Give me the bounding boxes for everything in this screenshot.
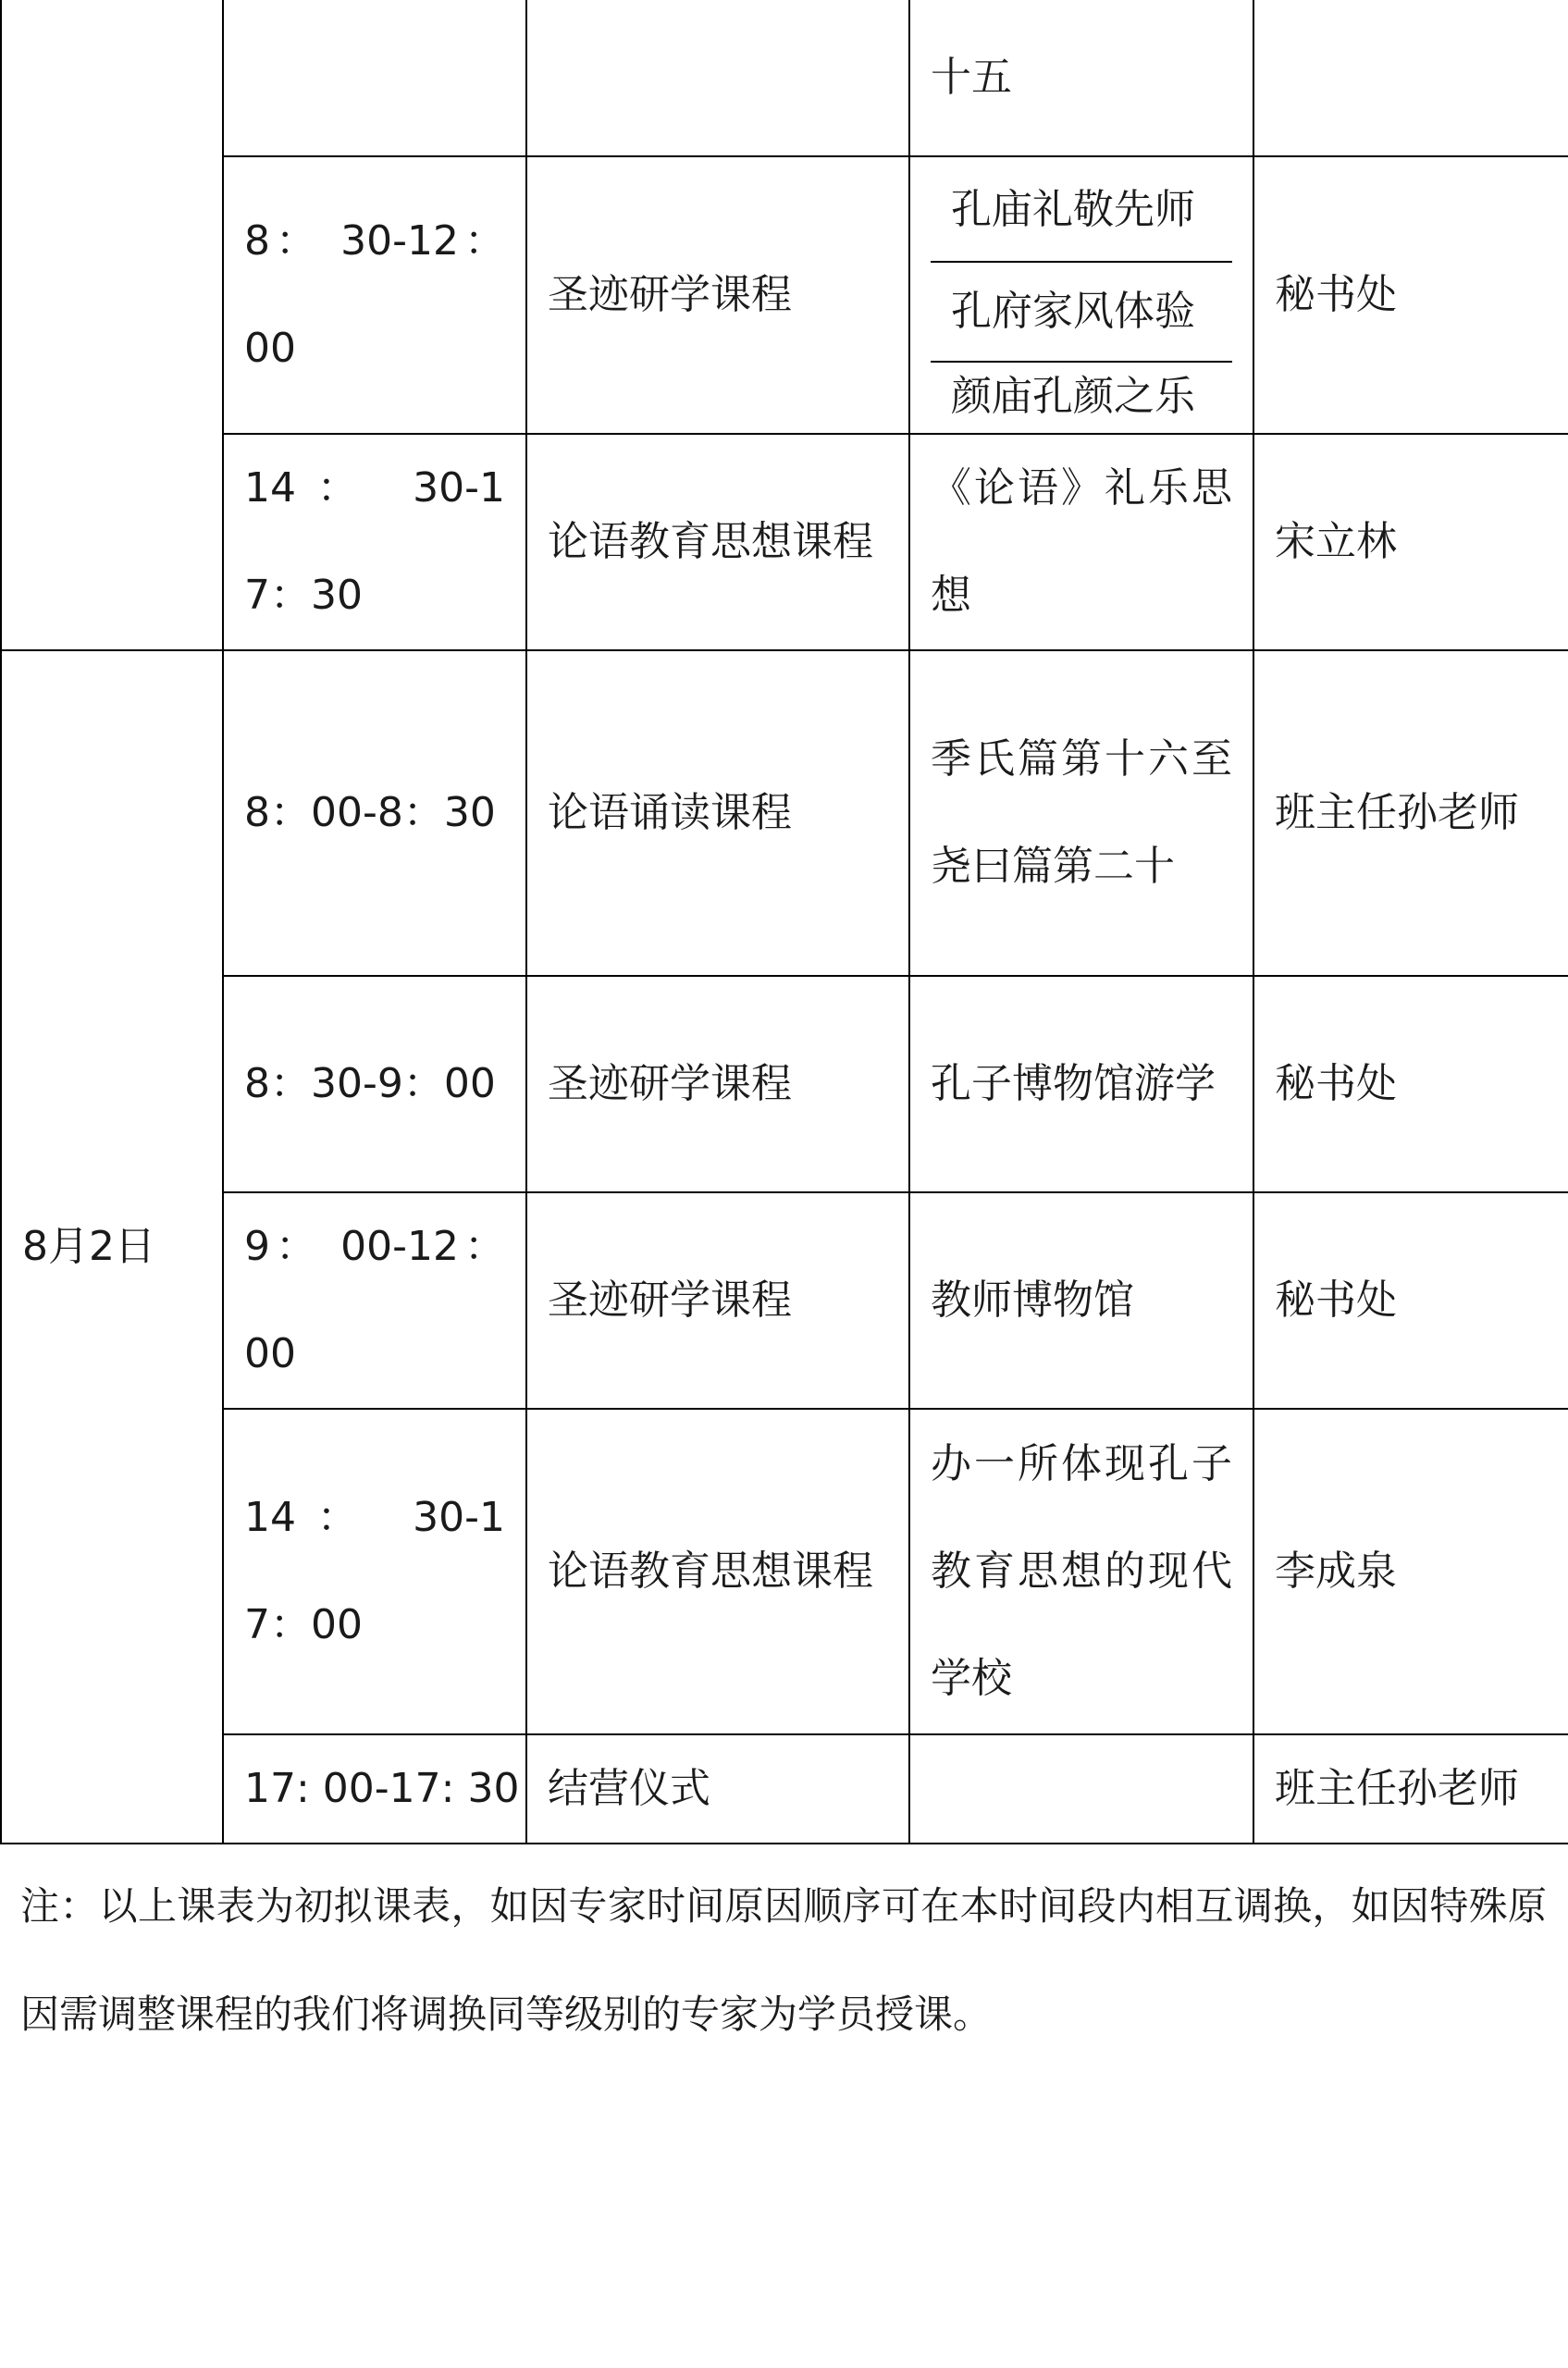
date-cell-continued	[1, 0, 223, 650]
content-cell: 教师博物馆	[909, 1192, 1253, 1409]
time-cell: 17: 00-17: 30	[223, 1734, 526, 1844]
date-cell: 8月2日	[1, 650, 223, 1844]
content-item: 颜庙孔颜之乐	[951, 373, 1195, 420]
lecturer-cell: 秘书处	[1253, 976, 1568, 1192]
time-cell: 14： 30-17：00	[223, 1409, 526, 1734]
table-row	[1, 1734, 1568, 1844]
table-row	[1, 0, 1568, 156]
time-cell: 14： 30-17：30	[223, 434, 526, 650]
content-cell: 季氏篇第十六至尧曰篇第二十	[909, 650, 1253, 976]
table-row	[1, 1192, 1568, 1409]
time-cell: 8：00-8：30	[223, 650, 526, 976]
course-cell: 圣迹研学课程	[526, 976, 909, 1192]
table-row	[1, 1409, 1568, 1734]
content-cell-split	[909, 156, 1253, 434]
table-row	[1, 650, 1568, 976]
course-cell: 圣迹研学课程	[526, 156, 909, 434]
lecturer-cell	[1253, 0, 1568, 156]
lecturer-cell: 班主任孙老师	[1253, 1734, 1568, 1844]
course-cell: 结营仪式	[526, 1734, 909, 1844]
course-cell	[526, 0, 909, 156]
lecturer-cell: 秘书处	[1253, 156, 1568, 434]
table-row	[1, 976, 1568, 1192]
schedule-note: 注：以上课表为初拟课表，如因专家时间原因顺序可在本时间段内相互调换，如因特殊原因需调整课程的我们将调换同等级别的专家为学员授课。	[20, 1883, 1547, 2037]
content-cell: 十五	[909, 0, 1253, 156]
table-row	[1, 156, 1568, 434]
time-cell: 8：30-9：00	[223, 976, 526, 1192]
lecturer-cell: 班主任孙老师	[1253, 650, 1568, 976]
content-cell	[909, 1734, 1253, 1844]
table-row	[1, 434, 1568, 650]
time-cell: 8： 30-12：00	[223, 156, 526, 434]
course-cell: 论语教育思想课程	[526, 434, 909, 650]
lecturer-cell: 宋立林	[1253, 434, 1568, 650]
course-cell: 论语教育思想课程	[526, 1409, 909, 1734]
time-cell: 9： 00-12：00	[223, 1192, 526, 1409]
course-cell: 圣迹研学课程	[526, 1192, 909, 1409]
lecturer-cell: 李成泉	[1253, 1409, 1568, 1734]
content-cell: 《论语》礼乐思想	[909, 434, 1253, 650]
content-item: 孔府家风体验	[931, 263, 1232, 363]
course-cell: 论语诵读课程	[526, 650, 909, 976]
content-cell: 办一所体现孔子教育思想的现代学校	[909, 1409, 1253, 1734]
lecturer-cell: 秘书处	[1253, 1192, 1568, 1409]
content-item: 孔庙礼敬先师	[931, 159, 1232, 263]
time-cell	[223, 0, 526, 156]
content-cell: 孔子博物馆游学	[909, 976, 1253, 1192]
